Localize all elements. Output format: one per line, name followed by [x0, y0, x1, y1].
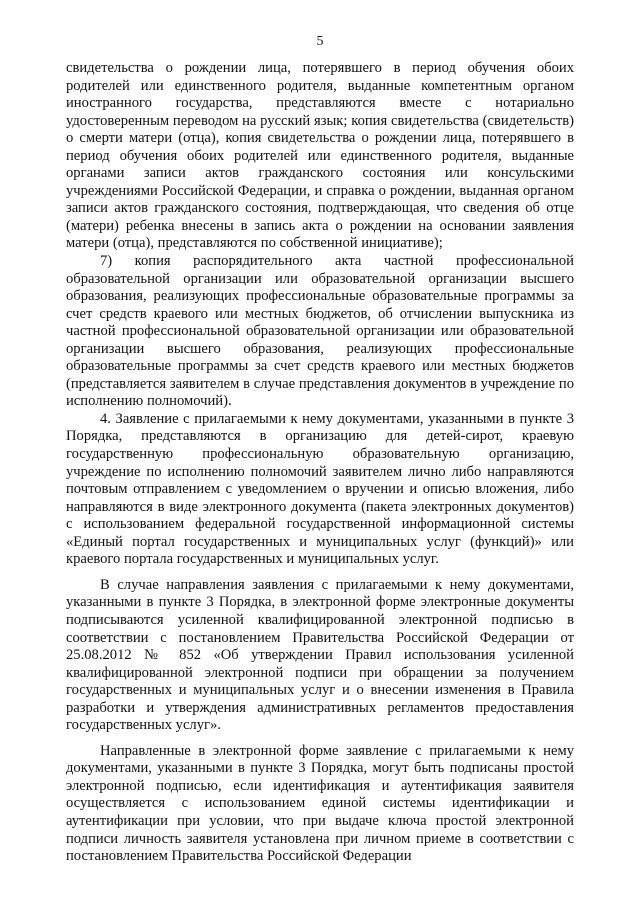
page-number: 5 [316, 34, 324, 49]
paragraph-continuation: свидетельства о рождении лица, потерявшего в период обучения обоих родителей или единственного родителя, выданные компетентным органом иностранного государства, представляются вместе с нотариально удостоверенным переводом на русский язык; копия свидетельства (свидетельств) о смерти матери (отца), копия свидетельства о рождении лица, потерявшего в период обучения обоих родителей или единственного родителя, выданные органами записи актов гражданского состояния или консульскими учреждениями Российской Федерации, и справка о рождении, выданная органом записи актов гражданского состояния, подтверждающая, что сведения об отце (матери) ребенка внесены в запись акта о рождении на основании заявления матери (отца), представляются по собственной инициативе); [66, 60, 574, 252]
paragraph-simple-signature: Направленные в электронной форме заявление с прилагаемыми к нему документами, указанными в пункте 3 Порядка, могут быть подписаны простой электронной подписью, если идентификация и аутентификация заявителя осуществляется с использованием единой системы идентификации и аутентификации при условии, что при выдаче ключа простой электронной подписи личность заявителя установлена при личном приеме в соответствии с постановлением Правительства Российской Федерации [66, 742, 574, 865]
paragraph-item-7: 7) копия распорядительного акта частной профессиональной образовательной организации или образовательной организации высшего образования, реализующих профессиональные образовательные программы за счет средств краевого или местных бюджетов, об отчислении выпускника из частной профессиональной образовательной организации или образовательной организации высшего образования, реализующих профессиональные образовательные программы за счет средств краевого или местных бюджетов (представляется заявителем в случае представления документов в учреждение по исполнению полномочий). [66, 253, 574, 410]
paragraph-electronic-signature: В случае направления заявления с прилагаемыми к нему документами, указанными в пункте 3 Порядка, в электронной форме электронные документы подписываются усиленной квалифицированной электронной подписью в соответствии с постановлением Правительства Российской Федерации от 25.08.2012 № 852 «Об утверждении Правил использования усиленной квалифицированной электронной подписи при обращении за получением государственных и муниципальных услуг и о внесении изменения в Правила разработки и утверждения административных регламентов предоставления государственных услуг». [66, 576, 574, 734]
document-body [66, 60, 574, 866]
paragraph-section-4: 4. Заявление с прилагаемыми к нему документами, указанными в пункте 3 Порядка, представляются в организацию для детей-сирот, краевую государственную профессиональную образовательную организацию, учреждение по исполнению полномочий заявителем лично либо направляются почтовым отправлением с уведомлением о вручении и описью вложения, либо направляются в виде электронного документа (пакета электронных документов) с использованием федеральной государственной информационной системы «Единый портал государственных и муниципальных услуг (функций)» или краевого портала государственных и муниципальных услуг. [66, 410, 574, 568]
